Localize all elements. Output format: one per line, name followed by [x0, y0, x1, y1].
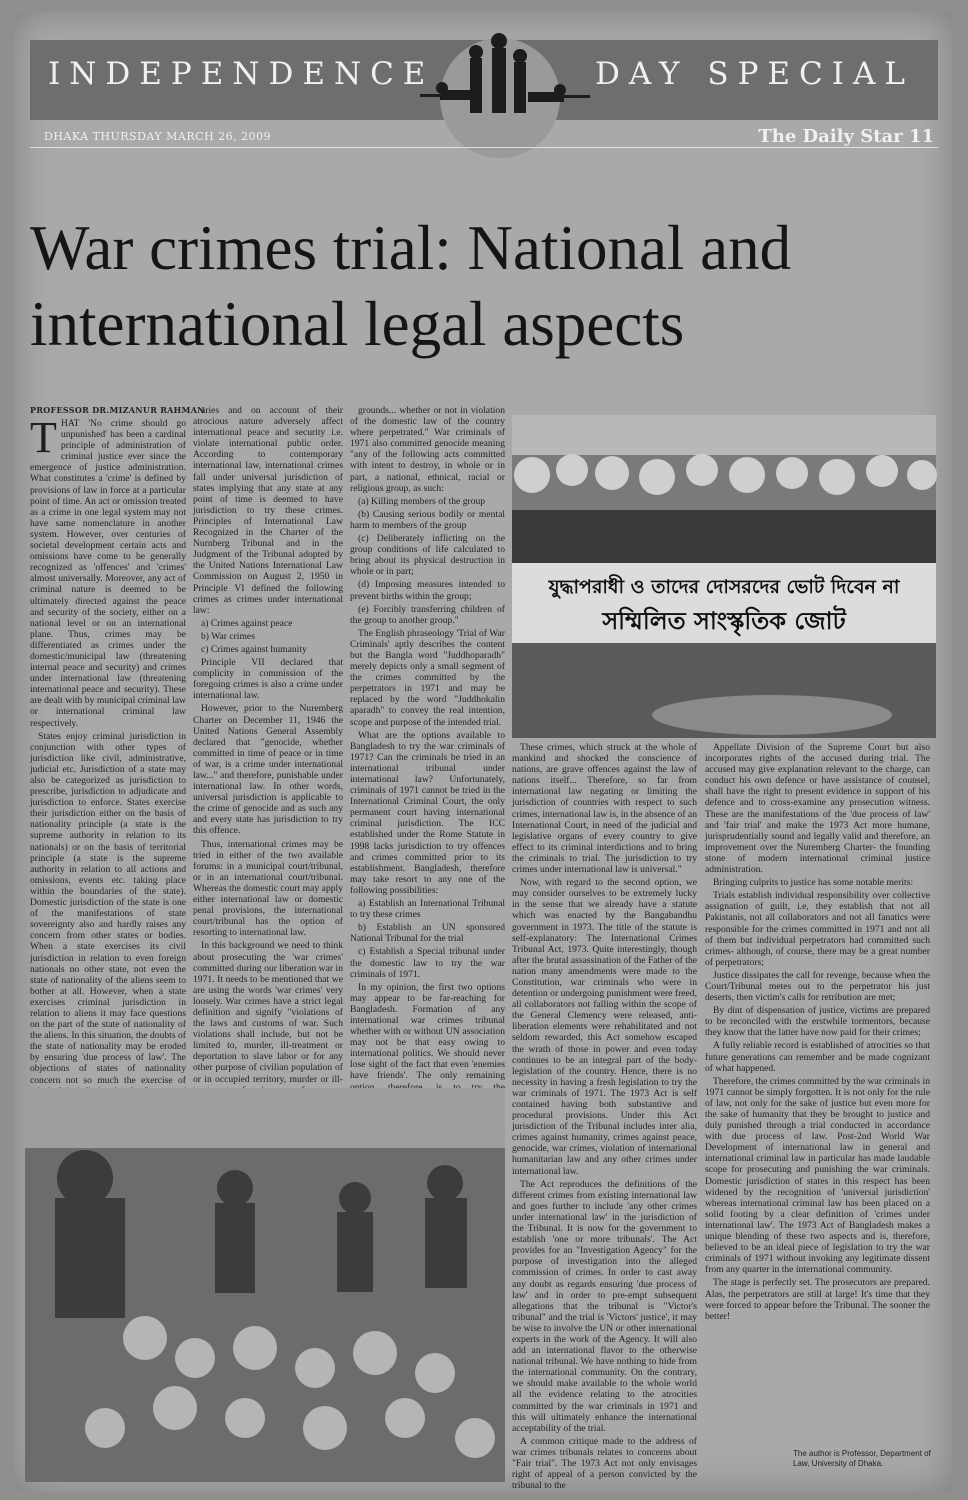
paragraph: States enjoy criminal jurisdiction in conjunction with other types of jurisdiction like civil, administrative, judicial etc. Jurisdiction of a state may also be categorized as jurisdiction to prescribe, jurisdiction to adjudicate and jurisdiction to enforce. States exercise their jurisdiction either on the basis of nationality principle (a state is the supreme authority in relation to its nationals) or on the basis of territorial principle (a state is the supreme authority in relation to all actions and omissions, events etc. taking place within the boundaries of the state). Domestic jurisdiction of the state is one of the manifestations of state sovereignty also and hardly raises any concern from other states or bodies. When a state exercises its civil jurisdiction in relation to even foreign nationals no other state, not even the state of nationality of the aliens seem to bother at all. However, when a state exercises criminal jurisdiction in relation to aliens it may face questions on the part of the state of nationality of the aliens. In this situation, the doubts of the state of nationality may be eroded by ensuring 'due process of law'. The objections of states of nationality concern not so much the exercise of [30, 730, 186, 1086]
exhumation-photo [25, 1088, 505, 1482]
paragraph: A fully reliable record is established of atrocities so that future generations can remember and be made cognizant of what happened. [705, 1040, 930, 1074]
paragraph: grounds... whether or not in violation of the domestic law of the country where perpetrated." War criminals of 1971 also committed genocide meaning "any of the following acts committed with intent to destroy, in whole or in part, a national, ethnical, racial or religious group, as such: [350, 405, 505, 494]
paragraph: (a) Killing members of the group [358, 495, 486, 507]
paragraph: c) Crimes against humanity [201, 643, 307, 655]
paragraph: These crimes, which struck at the whole of mankind and shocked the conscience of nations, are grave offences against the law of nations itself... Therefore, so far from international law negating or limiting the jurisdiction of countries with respect to such crimes, international law is, in the absence of an International Court, in need of the judicial and legislative organs of every country to give effect to its criminal interdictions and to bring the criminals to trial. The jurisdiction to try crimes under international law is universal." [512, 742, 697, 876]
banner-text-line-2: সম্মিলিত সাংস্কৃতিক জোট [602, 607, 846, 635]
paragraph: Thus, international crimes may be tried in either of the two available forums: in a municipal court/tribunal, or in an international court/tribunal. Whereas the domestic court may apply either international law or domestic penal provisions, the international court/tribunal has the option of resorting to international law. [193, 838, 343, 939]
paragraph: Principle VII declared that complicity in commission of the foregoing crimes is also a crime under international law. [193, 657, 343, 702]
paragraph: Therefore, the crimes committed by the war criminals in 1971 cannot be simply forgotten. It is not only for the rule of law, not only for the sake of justice but even more for the sake of humanity that they be brought to justice and duly punished through a trial conducted in accordance with due process of law. Post-2nd World War Development of international law in general and international criminal law in particular has made laudable scope for prosecuting and punishing the war criminals. Domestic jurisdiction of states in this respect has been widened by the recognition of 'universal jurisdiction' whereas international criminal law has been placed on a solid footing by a clear definition of 'crimes under international law'. The 1973 Act of Bangladesh makes a unique blending of these two aspects and is, therefore, believed to be an ideal piece of legislation to try the war criminals of 1971 without invoking any legitimate dissent from any quarter in the international community. [705, 1075, 930, 1276]
paragraph: a) Crimes against peace [201, 617, 293, 629]
paragraph: Now, with regard to the second option, we may consider ourselves to be extremely lucky in the sense that we already have a statute which was enacted by the Bangabandhu government in 1973. The title of the statute is self-explanatory: The International Crimes Tribunal Act, 1973. Quite interestingly, though after the brutal assassination of the Father of the nation many amendments were made to the Constitution, war criminals who were in detention or undergoing punishment were freed, all collaborators not falling within the scope of the General Clemency were released, anti-liberation elements were rehabilitated and not seldom rewarded, this Act somehow escaped the wrath of those in power and even today continues to be an integral part of the body-legislation of the country. Hence, there is no necessity in having a fresh legislation to try the war criminals of 1971. The 1973 Act is self contained having both substantive and procedural provisions. Under this Act jurisdiction of the Tribunal includes inter alia, crimes against humanity, crimes against peace, genocide, war crimes, violation of international humanitarian law and any other crimes under international law. [512, 877, 697, 1177]
paragraph: (b) Causing serious bodily or mental harm to members of the group [350, 508, 505, 531]
paragraph: In my opinion, the first two options may appear to be far-reaching for Bangladesh. Formation of any international war crimes tribunal whether with or without UN association may not be that easy owing to international politics. We should never lose sight of the fact that even 'enemies have friends'. The only remaining [350, 981, 505, 1082]
paragraph: (c) Deliberately inflicting on the group conditions of life calculated to bring about its physical destruction in whole or in part; [350, 533, 505, 578]
article-column-2 [193, 405, 343, 1085]
article-column-1 [30, 413, 186, 1086]
dateline: DHAKA THURSDAY MARCH 26, 2009 [44, 130, 272, 143]
paragraph: b) Establish an UN sponsored National Tribunal for the trial [350, 922, 505, 945]
paragraph: What are the options available to Bangladesh to try the war criminals of 1971? Can the criminals be tried in an international tribunal under international law? Unfortunately, criminals of 1971 cannot be tried in the International Criminal Court, the only permanent court having international criminal jurisdiction. The ICC established under the Rome Statute in 1998 lacks jurisdiction to try offences and crimes committed prior to its establishment. Bangladesh, therefore may take resort to any one of the following possibilities: [350, 729, 505, 896]
exhumation-photo-art [25, 1088, 505, 1482]
paragraph: By dint of dispensation of justice, victims are prepared to be reconciled with the erstwhile tormentors, because they know that the latter have now paid for their crimes; [705, 1005, 930, 1039]
paragraph: c) Establish a Special tribunal under the domestic law to try the war criminals of 1971. [350, 946, 505, 980]
paragraph: Justice dissipates the call for revenge, because when the Court/Tribunal metes out to the perpetrator his just deserts, then victim's calls for retribution are met; [705, 969, 930, 1004]
paragraph: In this background we need to think about prosecuting the 'war crimes' committed during our liberation war in 1971. It needs to be mentioned that we are using the words 'war crimes' very loosely. War crimes have a strict legal definition and signify "violations of the laws and customs of war. Such violations shall include, but not be limited to, murder, ill-treatment or deportation to slave labor or for any other purpose of civilian population of or in occupied territory, murder or ill- [193, 940, 343, 1085]
paragraph: a) Establish an International Tribunal to try these crimes [350, 898, 505, 921]
paragraph: The stage is perfectly set. The prosecutors are prepared. Alas, the perpetrators are still at large! It's time that they were forced to appear before the Tribunal. The sooner the better! [705, 1277, 930, 1322]
author-note: The author is Professor, Department of Law, University of Dhaka. [793, 1449, 931, 1468]
paragraph: The English phraseology 'Trial of War Criminals' aptly describes the content but the Bangla word "Juddhoparadh" merely depicts only a small segment of the crimes committed by the perpetrators in 1971 and may be replaced by the word "Juddhokalin aparadh" to convey the real intention, scope and purpose of the intended trial. [350, 627, 505, 728]
banner-text-line-1: যুদ্ধাপরাধী ও তাদের দোসরদের ভোট দিবেন না [548, 576, 900, 598]
byline: PROFESSOR DR.MIZANUR RAHMAN [30, 405, 205, 415]
paragraph: Bringing culprits to justice has some notable merits: [713, 877, 914, 889]
article-column-5 [705, 742, 930, 1442]
banner-title-right: DAY SPECIAL [595, 56, 914, 92]
rally-photo-art [512, 415, 936, 738]
paragraph: b) War crimes [201, 630, 255, 642]
article-column-4 [512, 742, 697, 1492]
masthead: The Daily Star 11 [758, 126, 934, 147]
paragraph: aries and on account of their atrocious nature adversely affect international peace and security i.e. violate international public order. According to contemporary international law, international crimes fall under universal jurisdiction of states implying that any state at any point of time is deemed to have jurisdiction to try these crimes. Principles of International Law Recognized in the Charter of the Nurnberg Tribunal and in the Judgment of the Tribunal adopted by the United Nations International Law Commission on August 2, 1950 in Principle VI defined the following crimes as crimes under international law: [193, 405, 343, 616]
banner-title-left: INDEPENDENCE [48, 56, 435, 92]
paragraph: However, prior to the Nuremberg Charter on December 11, 1946 the United Nations General Assembly declared that "genocide, whether committed in time of peace or in time of war, is a crime under international law..." and therefore, punishable under international law. In other words, universal jurisdiction is applicable to the crime of genocide and as such any and every state has jurisdiction to try this offence. [193, 703, 343, 837]
article-headline: War crimes trial: National and international legal aspects [30, 213, 792, 359]
paragraph: HAT 'No crime should go unpunished' has been a cardinal principle of administration of criminal justice ever since the emergence of justice administration. What constitutes a 'crime' is defined by provisions of law in force at a particular point of time. An act or omission treated as a crime in one legal system may not have same nomenclature in another system. However, over centuries of societal development certain acts and omissions have come to be generally recognized as 'offences' and 'crimes' almost universally. Moreover, any act of criminal nature is deemed to be ultimately directed against the peace and security of the society, either on a national level or on an international plane. Thus, crimes may be differentiated as crimes under the domestic/municipal law (threatening internal peace and security) and crimes under international law (threatening international peace and security). These are dealt with by municipal criminal law or international criminal law respectively. [30, 418, 186, 729]
paragraph: A common critique made to the address of war crimes tribunals relates to concerns about "Fair trial". The 1973 Act not only envisages right of appeal of a person convicted by the tribunal to the [512, 1435, 697, 1492]
paragraph: (e) Forcibly transferring children of the group to another group." [350, 603, 505, 626]
drop-cap: T [30, 413, 57, 462]
paragraph: (d) Imposing measures intended to prevent births within the group; [350, 579, 505, 602]
paragraph: The Act reproduces the definitions of the different crimes from existing international law and goes further to include 'any other crimes under international law' in the jurisdiction of the Tribunal. It is now for the government to establish 'one or more tribunals'. The Act provides for an "Investigation Agency" for the purpose of investigation into the alleged commission of crimes. In order to cast away any doubt as regards ensuring 'due process of law' and in order to pre-empt subsequent allegations that the tribunal is "Victor's tribunal" and the trial is 'Victors' justice', it may be wise to involve the UN or other international experts in the work of the Agency. It will also add an international flavor to the otherwise national tribunal. We have nothing to hide from the international community. On the contrary, we should make available to the whole world all the evidence relating to the atrocities committed by the war criminals in 1971 and this will ultimately enhance the international acceptability of the trial. [512, 1178, 697, 1434]
paragraph: Appellate Division of the Supreme Court but also incorporates rights of the accused during trial. The accused may give explanation relevant to the charge, can conduct his own defence or have assistance of counsel, shall have the right to present evidence in support of his defence and to cross-examine any prosecution witness. These are the manifestations of the 'due process of law' and 'fair trial' and make the 1973 Act more humane, jurisprudentially sound and legally valid and therefore, an improvement over the Nuremberg Charter- the founding stone of modern international criminal justice administration. [705, 742, 930, 876]
paragraph: Trials establish individual responsibility over collective assignation of guilt, i.e, they establish that not all Pakistanis, not all collaborators and not all fanatics were responsible for the crimes committed in 1971 and not all of them but individual perpetrators had committed such crimes- although, of course, there may be a great number of perpetrators; [705, 890, 930, 968]
header-rule [30, 147, 938, 148]
rally-photo [512, 415, 936, 738]
